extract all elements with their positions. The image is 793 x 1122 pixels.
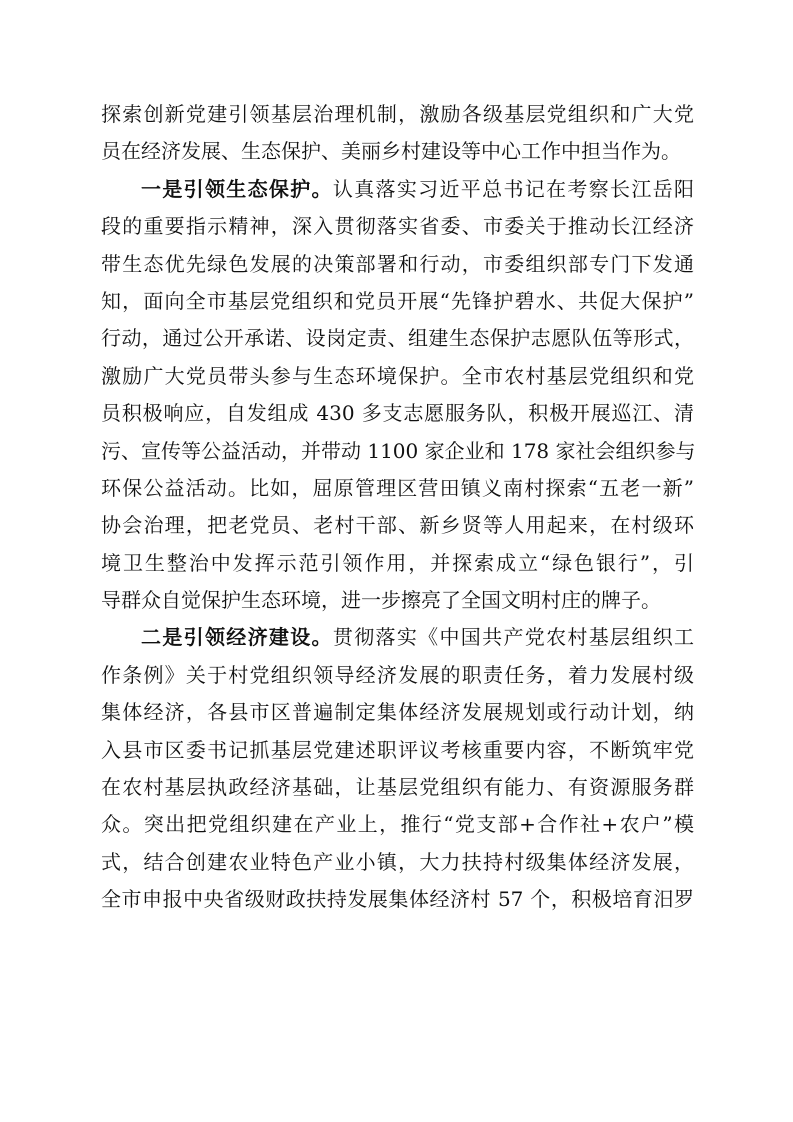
paragraph-3-line-3: 集体经济，各县市区普遍制定集体经济发展规划或行动计划，纳 (101, 700, 694, 725)
paragraph-3-line-1 (101, 619, 694, 656)
paragraph-1-line-2: 员在经济发展、生态保护、美丽乡村建设等中心工作中担当作为。 (101, 139, 681, 164)
paragraph-2-line-2: 段的重要指示精神，深入贯彻落实省委、市委关于推动长江经济 (101, 214, 694, 239)
document-body (101, 96, 694, 919)
paragraph-2-line-4: 知，面向全市基层党组织和党员开展“先锋护碧水、共促大保护” (101, 288, 694, 313)
paragraph-3-heading: 二是引领经济建设。 (141, 625, 333, 650)
paragraph-2-line-7: 员积极响应，自发组成 430 多支志愿服务队，积极开展巡江、清 (101, 401, 694, 426)
paragraph-2-line-10: 协会治理，把老党员、老村干部、新乡贤等人用起来，在村级环 (101, 513, 694, 538)
paragraph-3-line-5: 在农村基层执政经济基础，让基层党组织有能力、有资源服务群 (101, 775, 694, 800)
paragraph-2-line-8: 污、宣传等公益活动，并带动 1100 家企业和 178 家社会组织参与 (101, 438, 696, 463)
paragraph-2-line-1 (101, 171, 694, 208)
paragraph-2-line-12: 导群众自觉保护生态环境，进一步擦亮了全国文明村庄的牌子。 (101, 588, 661, 613)
paragraph-3-line-6: 众。突出把党组织建在产业上，推行“党支部+合作社+农户”模 (101, 812, 694, 837)
paragraph-2-line-9: 环保公益活动。比如，屈原管理区营田镇义南村探索“五老一新” (101, 475, 694, 500)
paragraph-2-line-6: 激励广大党员带头参与生态环境保护。全市农村基层党组织和党 (101, 363, 694, 388)
paragraph-2-line-11: 境卫生整治中发挥示范引领作用，并探索成立“绿色银行”，引 (101, 550, 694, 575)
paragraph-1-line-1: 探索创新党建引领基层治理机制，激励各级基层党组织和广大党 (101, 102, 694, 126)
paragraph-2-first-line-rest: 认真落实习近平总书记在考察长江岳阳 (332, 176, 695, 201)
paragraph-3-line-7: 式，结合创建农业特色产业小镇，大力扶持村级集体经济发展， (101, 849, 694, 874)
paragraph-3-line-2: 作条例》关于村党组织领导经济发展的职责任务，着力发展村级 (101, 662, 694, 687)
paragraph-3-first-line-rest: 贯彻落实《中国共产党农村基层组织工 (332, 625, 695, 650)
paragraph-2-line-3: 带生态优先绿色发展的决策部署和行动，市委组织部专门下发通 (101, 251, 694, 276)
paragraph-2-heading: 一是引领生态保护。 (141, 176, 333, 201)
paragraph-2-line-5: 行动，通过公开承诺、设岗定责、组建生态保护志愿队伍等形式， (101, 326, 694, 351)
paragraph-3-line-8: 全市申报中央省级财政扶持发展集体经济村 57 个，积极培育汨罗 (101, 887, 694, 912)
paragraph-3-line-4: 入县市区委书记抓基层党建述职评议考核重要内容，不断筑牢党 (101, 737, 694, 762)
